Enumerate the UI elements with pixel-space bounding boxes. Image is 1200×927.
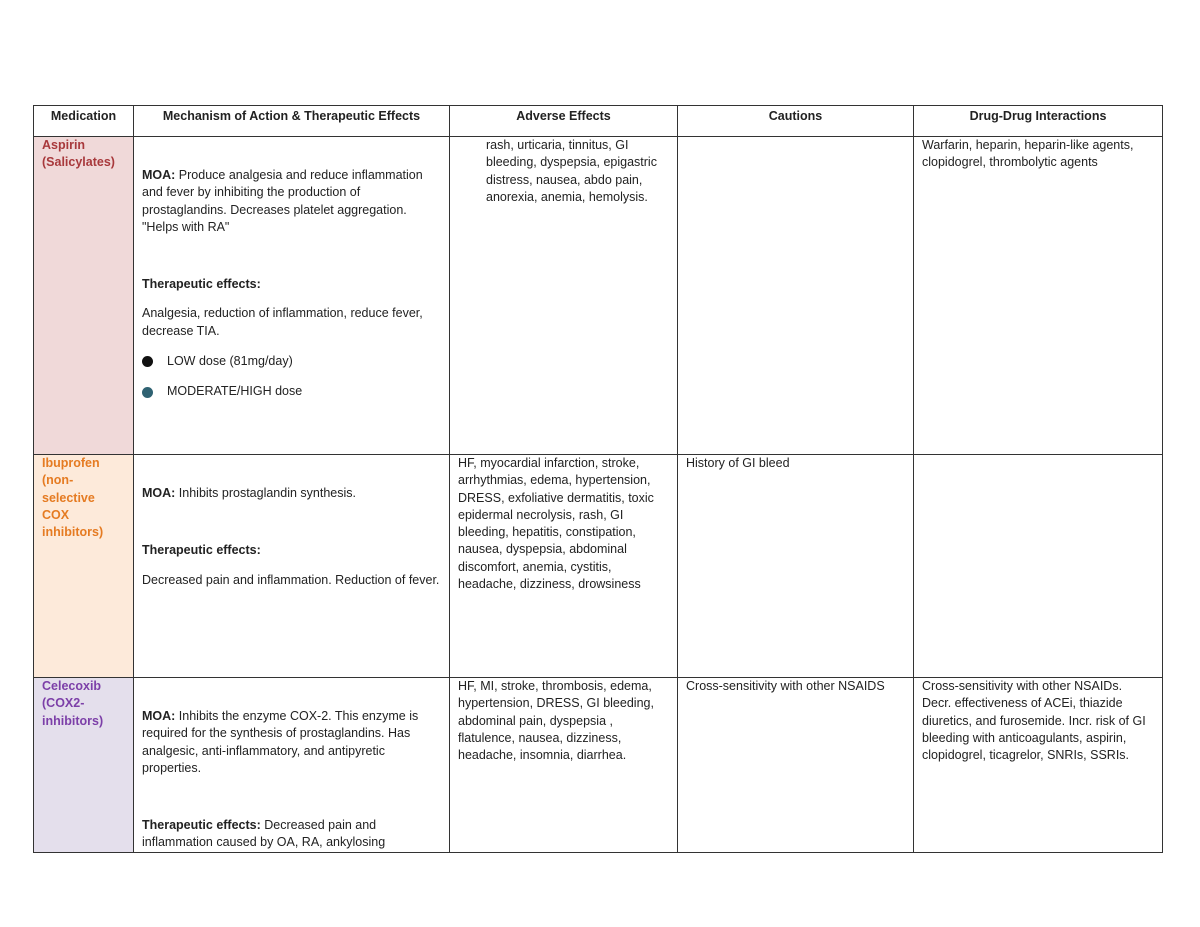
cautions-ibuprofen: History of GI bleed xyxy=(678,455,914,678)
moa-label: MOA: xyxy=(142,709,176,723)
cautions-celecoxib: Cross-sensitivity with other NSAIDS xyxy=(678,678,914,853)
moa-text: Inhibits the enzyme COX-2. This enzyme is required for the synthesis of prostaglandins. Has analgesic, anti-inflammatory, and antipyretic properties. xyxy=(142,709,419,775)
teal-bullet-icon xyxy=(142,387,153,398)
moa-cell-celecoxib xyxy=(134,678,450,853)
header-moa: Mechanism of Action & Therapeutic Effects xyxy=(134,106,450,137)
medication-table xyxy=(33,105,1163,853)
header-medication: Medication xyxy=(34,106,134,137)
bullet-high-dose: MODERATE/HIGH dose xyxy=(142,383,441,400)
table-row-ibuprofen xyxy=(34,455,1163,678)
interactions-ibuprofen xyxy=(914,455,1163,678)
medication-name-celecoxib: Celecoxib (COX2-inhibitors) xyxy=(34,678,134,853)
moa-paragraph xyxy=(142,485,441,502)
moa-cell-ibuprofen xyxy=(134,455,450,678)
header-adverse-effects: Adverse Effects xyxy=(450,106,678,137)
adverse-effects-ibuprofen: HF, myocardial infarction, stroke, arrhythmias, edema, hypertension, DRESS, exfoliative dermatitis, toxic epidermal necrolysis, rash, GI bleeding, hepatitis, constipation, nausea, dyspepsia, abdominal discomfort, anemia, cystitis, headache, dizziness, drowsiness xyxy=(450,455,678,678)
moa-text: Inhibits prostaglandin synthesis. xyxy=(175,486,356,500)
table-row-aspirin xyxy=(34,137,1163,455)
moa-label: MOA: xyxy=(142,168,176,182)
therapeutic-label: Therapeutic effects: xyxy=(142,277,261,292)
therapeutic-text: Analgesia, reduction of inflammation, reduce fever, decrease TIA. xyxy=(142,306,423,338)
header-drug-interactions: Drug-Drug Interactions xyxy=(914,106,1163,137)
interactions-aspirin: Warfarin, heparin, heparin-like agents, clopidogrel, thrombolytic agents xyxy=(914,137,1163,455)
interactions-celecoxib: Cross-sensitivity with other NSAIDs. Decr. effectiveness of ACEi, thiazide diuretics, and furosemide. Incr. risk of GI bleeding with anticoagulants, aspirin, clopidogrel, ticagrelor, SNRIs, SSRIs. xyxy=(914,678,1163,853)
adverse-effects-celecoxib: HF, MI, stroke, thrombosis, edema, hypertension, DRESS, GI bleeding, abdominal pain, dyspepsia , flatulence, nausea, dizziness, headache, insomnia, diarrhea. xyxy=(450,678,678,853)
adverse-effects-aspirin: rash, urticaria, tinnitus, GI bleeding, dyspepsia, epigastric distress, nausea, abdo pain, anorexia, anemia, hemolysis. xyxy=(450,137,678,455)
moa-paragraph xyxy=(142,708,441,777)
cautions-aspirin xyxy=(678,137,914,455)
therapeutic-text: Decreased pain and inflammation. Reduction of fever. xyxy=(142,572,440,587)
medication-name-aspirin: Aspirin (Salicylates) xyxy=(34,137,134,455)
black-bullet-icon xyxy=(142,356,153,367)
moa-paragraph xyxy=(142,167,441,236)
therapeutic-paragraph: Therapeutic effects: Decreased pain and inflammation caused by OA, RA, ankylosing xyxy=(142,818,386,850)
medication-name-ibuprofen: Ibuprofen (non-selective COX inhibitors) xyxy=(34,455,134,678)
header-row xyxy=(34,106,1163,137)
table-row-celecoxib xyxy=(34,678,1163,853)
bullet-low-dose: LOW dose (81mg/day) xyxy=(142,353,441,370)
therapeutic-label: Therapeutic effects: xyxy=(142,543,261,558)
moa-label: MOA: xyxy=(142,486,176,500)
header-cautions: Cautions xyxy=(678,106,914,137)
moa-text: Produce analgesia and reduce inflammation and fever by inhibiting the production of prostaglandins. Decreases platelet aggregation. "Helps with RA" xyxy=(142,168,423,234)
moa-cell-aspirin xyxy=(134,137,450,455)
